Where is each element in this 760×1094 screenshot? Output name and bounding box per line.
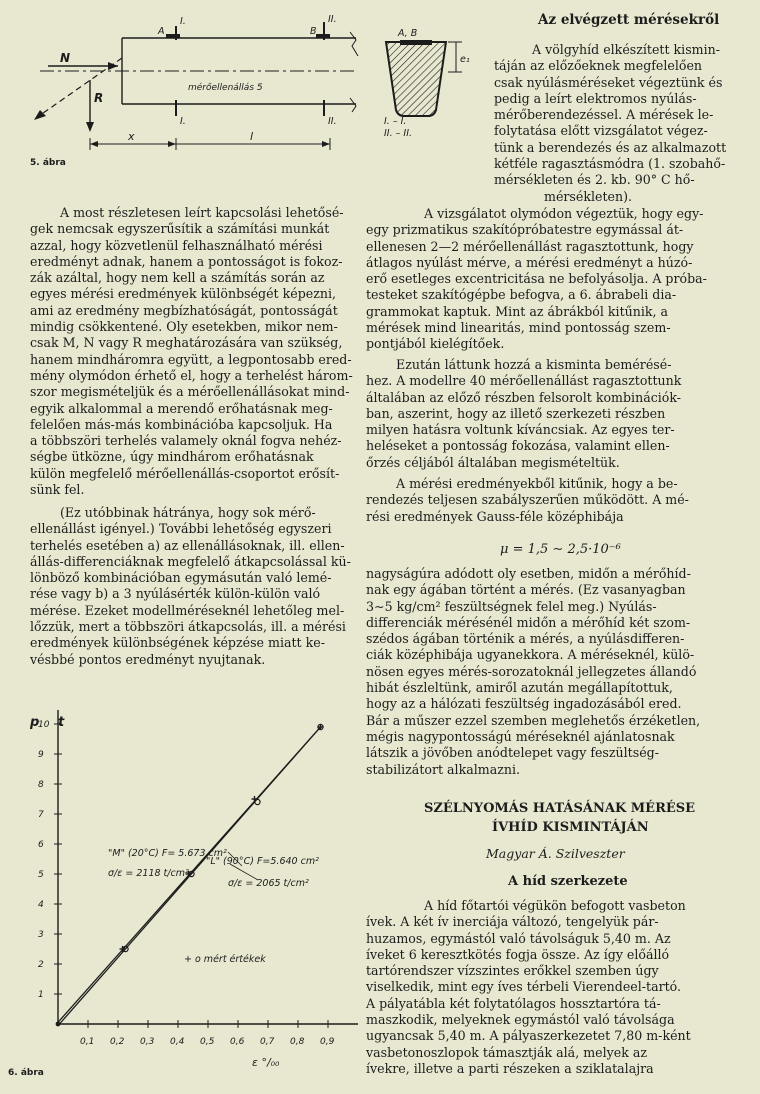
- right-paragraph-4: [366, 476, 752, 525]
- right-p2-line: grammokat kaptuk. Mint az ábrákból kitűnik, a: [366, 303, 669, 319]
- right-p5-line: látszik a jövőben anódtelepet vagy feszültség-: [366, 745, 659, 761]
- right-p6-line: vasbetonoszlopok támasztják alá, melyek az: [366, 1044, 647, 1060]
- left-p2-line: eredmények különbségének képzése miatt ke-: [30, 635, 325, 651]
- left-p1-line: egyes mérési eredmények különbségét képezni,: [30, 286, 337, 302]
- article-title-line-2: ÍVHÍD KISMINTÁJÁN: [492, 820, 649, 835]
- left-p1-line: eredményt adnak, hanem a pontosságot is fokoz-: [30, 253, 343, 269]
- fig5-section-I: I. – I.: [384, 116, 407, 127]
- right-p3-line: ban, aszerint, hogy az illető szerkezeti részben: [366, 405, 666, 421]
- right-p1-line: kétféle ragasztásmódra (1. szobahő-: [494, 156, 726, 172]
- right-p5-line: hibát észleltünk, amiről azután megállapítottuk,: [366, 680, 673, 696]
- right-p1-line: csak nyúlásméréseket végeztünk és: [494, 74, 723, 90]
- series-l-label2: σ/ε = 2065 t/cm²: [228, 878, 309, 889]
- left-p2-line: lőzzük, mert a többszöri átkapcsolás, ill. a mérési: [30, 619, 346, 635]
- right-p1-line: A völgyhíd elkészített kismin-: [532, 42, 720, 57]
- right-paragraph-3: [366, 357, 752, 471]
- figure-6-caption: 6. ábra: [8, 1068, 44, 1078]
- right-p1-line: táján az előzőeknek megfelelően: [494, 58, 703, 74]
- y-tick-label: 8: [38, 780, 44, 790]
- origin-point: [56, 1022, 61, 1027]
- right-p6-line: tartórendszer vízszintes erőkkel szemben úgy: [366, 963, 659, 979]
- right-p5-line: 3∼5 kg/cm² feszültségnek felel meg.) Nyúlás-: [366, 598, 657, 614]
- figure-5-caption: 5. ábra: [30, 158, 66, 168]
- x-tick-label: 0,7: [260, 1037, 275, 1047]
- heading-structure: A híd szerkezete: [508, 874, 628, 889]
- figure-6-chart: [0, 700, 370, 1080]
- right-p5-line: differenciák mérésénél midőn a mérőhíd két szom-: [366, 614, 691, 630]
- right-p1-line: mérsékleten és 2. kb. 90° C hő-: [494, 172, 695, 188]
- right-p2-line: ellenesen 2—2 mérőellenállást ragasztottunk, hogy: [366, 238, 694, 254]
- fig5-beam-text: mérőellenállás 5: [188, 83, 263, 93]
- right-p2-line: erő esetleges excentricitása ne befolyásolja. A próba-: [366, 271, 707, 287]
- right-p2-line: átlagos nyúlást mérve, a mérési eredményt a húzó-: [366, 254, 693, 270]
- x-tick-label: 0,6: [230, 1037, 245, 1047]
- right-p2-line: mérések mind linearitás, mind pontosság szem-: [366, 320, 671, 336]
- left-p1-line: a többszöri terhelés valamely oknál fogva nehéz-: [30, 433, 342, 449]
- x-tick-label: 0,1: [80, 1037, 95, 1047]
- series-m-label2: σ/ε = 2118 t/cm²: [108, 868, 189, 879]
- right-p4-line: A mérési eredményekből kitűnik, hogy a be-: [396, 476, 678, 491]
- right-paragraph-5: [366, 566, 752, 778]
- left-p1-line: csak M, N vagy R meghatározására van szükség,: [30, 335, 343, 351]
- series-m-label: "M" (20°C) F= 5.673 cm²: [108, 848, 227, 859]
- fig5-label-I-bot: I.: [180, 116, 186, 127]
- left-p1-line: ami az eredmény megbízhatóságát, pontosságát: [30, 302, 338, 318]
- right-p6-line: ívekre, illetve a parti részeken a sziklatalajra: [366, 1060, 654, 1076]
- fig5-label-N: N: [60, 51, 71, 65]
- left-p2-line: rése vagy b) a 3 nyúlásérték külön-külön való: [30, 586, 321, 602]
- y-tick-label: 6: [38, 840, 44, 850]
- left-p1-line: hanem mindháromra együtt, a legpontosabb ered-: [30, 351, 352, 367]
- right-p6-line: A híd főtartói végükön befogott vasbeton: [424, 898, 686, 913]
- right-p1-line: folytatása előtt vizsgálatot végez-: [494, 123, 708, 139]
- right-p6-line: ívek. A két ív inerciája változó, tengelyük pár-: [366, 914, 659, 930]
- right-p5-line: nösen egyes mérés-sorozatoknál jellegzetes állandó: [366, 663, 697, 679]
- right-p1-line: mérőberendezéssel. A mérések le-: [494, 107, 714, 123]
- right-p1-line: mérsékleten).: [544, 188, 632, 204]
- right-p2-line: pontjából kielégítőek.: [366, 336, 505, 352]
- fig5-section-e: e₁: [460, 54, 470, 65]
- left-paragraph-1: [30, 205, 358, 498]
- x-tick-label: 0,4: [170, 1037, 185, 1047]
- right-p2-line: A vizsgálatot olymódon végeztük, hogy egy-: [424, 206, 704, 221]
- y-axis-label-t: t: [58, 715, 65, 730]
- right-p5-line: nagyságúra adódott oly esetben, midőn a mérőhíd-: [366, 566, 691, 581]
- article-title-line-1: SZÉLNYOMÁS HATÁSÁNAK MÉRÉSE: [424, 801, 696, 816]
- formula-mu: μ = 1,5 ∼ 2,5·10⁻⁶: [500, 542, 621, 557]
- heading-measurements: Az elvégzett mérésekről: [538, 12, 720, 28]
- right-p6-line: A pályatábla két folytatólagos hossztartóra tá-: [366, 995, 661, 1011]
- x-tick-label: 0,2: [110, 1037, 125, 1047]
- right-p3-line: általában az előző részben felsorolt kombinációk-: [366, 389, 682, 405]
- right-p6-line: huzamos, egymástól való távolságuk 5,40 m. Az: [366, 930, 671, 946]
- fig5-label-II-top: II.: [328, 14, 337, 25]
- left-p1-line: egyik alkalommal a merendő erőhatásnak meg-: [30, 400, 333, 416]
- left-p2-line: ellenállást igényel.) További lehetőség egyszeri: [30, 521, 332, 537]
- fig5-section-II: II. – II.: [384, 128, 413, 139]
- left-p1-line: sünk fel.: [30, 482, 85, 498]
- left-paragraph-2: [30, 505, 358, 668]
- right-p3-line: hez. A modellre 40 mérőellenállást ragasztottunk: [366, 373, 682, 389]
- left-p1-line: gek nemcsak egyszerűsítik a számítási munkát: [30, 221, 330, 237]
- x-tick-label: 0,5: [200, 1037, 215, 1047]
- right-paragraph-6: [366, 898, 752, 1077]
- left-p1-line: zák azáltal, hogy nem kell a számítás során az: [30, 270, 325, 286]
- right-p2-line: egy prizmatikus szakítópróbatestre egymással át-: [366, 222, 684, 238]
- fig5-label-I-top: I.: [180, 16, 186, 27]
- left-p2-line: mérése. Ezeket modellméréseknél lehetőleg mel-: [30, 602, 345, 618]
- right-p5-line: stabilizátort alkalmazni.: [366, 761, 520, 777]
- left-p1-line: mindig csökkentené. Oly esetekben, mikor nem-: [30, 319, 338, 335]
- left-p2-line: terhelés esetében a) az ellenállásoknak, ill. ellen-: [30, 537, 345, 553]
- fig5-label-l: l: [250, 130, 254, 143]
- y-tick-label: 9: [38, 750, 44, 760]
- y-tick-label: 7: [38, 810, 44, 820]
- right-p5-line: nak egy ágában történt a mérés. (Ez vasanyagban: [366, 582, 686, 598]
- x-tick-label: 0,9: [320, 1037, 335, 1047]
- left-p1-line: ségbe ütközne, úgy mindhárom erőhatásnak: [30, 449, 314, 465]
- right-p5-line: Bár a műszer ezzel szemben meglehetős érzéketlen,: [366, 712, 701, 728]
- right-p4-line: rendezés teljesen szabályszerűen működött. A mé-: [366, 492, 689, 508]
- fig5-label-x: x: [128, 130, 135, 143]
- left-p2-line: állás-differenciáknak megfelelő átkapcsolással kü-: [30, 553, 351, 569]
- left-p1-line: A most részletesen leírt kapcsolási lehetősé-: [60, 205, 344, 220]
- left-p1-line: mény olymódon érhető el, hogy a terhelést három-: [30, 367, 353, 383]
- right-p3-line: őrzés céljából általában megismételtük.: [366, 454, 620, 470]
- left-p2-line: (Ez utóbbinak hátránya, hogy sok mérő-: [60, 505, 316, 520]
- fig5-label-R: R: [94, 91, 104, 105]
- right-p3-line: milyen hatásra voltunk kíváncsiak. Az egyes ter-: [366, 422, 675, 438]
- x-tick-label: 0,8: [290, 1037, 305, 1047]
- y-tick-label: 5: [38, 870, 44, 880]
- right-p1-line: pedig a leírt elektromos nyúlás-: [494, 90, 697, 106]
- left-p1-line: azzal, hogy közvetlenül felhasználható mérési: [30, 237, 323, 253]
- right-p1-line: tünk a berendezés és az alkalmazott: [494, 139, 727, 155]
- right-p2-line: testeket szakítógépbe befogva, a 6. ábrabeli dia-: [366, 287, 677, 303]
- fig5-label-B: B: [310, 26, 317, 37]
- x-tick-label: 0,3: [140, 1037, 155, 1047]
- series-l-label: "L" (90°C) F=5.640 cm²: [206, 856, 319, 867]
- left-p1-line: szor megismételjük és a mérőellenállásokat mind-: [30, 384, 350, 400]
- y-tick-label: 2: [38, 960, 44, 970]
- y-axis-label-p: p: [30, 715, 40, 730]
- left-p1-line: felelően más-más kombinációba kapcsoljuk. Ha: [30, 416, 333, 432]
- series-l-point: [255, 799, 260, 804]
- right-p3-line: Ezután láttunk hozzá a kisminta bemérésé-: [396, 357, 672, 372]
- x-axis-label: ε °/₀₀: [252, 1056, 280, 1069]
- right-paragraph-1: [494, 42, 752, 205]
- fig5-label-A: A: [158, 26, 165, 37]
- legend-measured: + o mért értékek: [184, 954, 266, 965]
- left-p1-line: külön megfelelő mérőellenállás-csoportot erősít-: [30, 465, 340, 481]
- y-tick-label: 1: [38, 990, 44, 1000]
- y-tick-label: 10: [38, 720, 50, 730]
- y-tick-label: 3: [38, 930, 44, 940]
- right-p6-line: íveket 6 keresztkötés fogja össze. Az így előálló: [366, 946, 670, 962]
- fig5-label-II-bot: II.: [328, 116, 337, 127]
- fig5-section-top: A, B: [398, 28, 418, 39]
- right-p5-line: szédos ágában történik a mérés, a nyúlásdifferen-: [366, 631, 685, 647]
- right-p4-line: rési eredmények Gauss-féle középhibája: [366, 508, 624, 524]
- right-p6-line: viselkedik, mint egy íves térbeli Vierendeel-tartó.: [366, 979, 682, 995]
- left-p2-line: vésbbé pontos eredményt nyujtanak.: [30, 651, 266, 667]
- right-p5-line: mégis nagypontosságú méréseknél ajánlatosnak: [366, 728, 675, 744]
- right-p6-line: maszkodik, melyeknek egymástól való távolsága: [366, 1012, 675, 1028]
- right-p5-line: hogy az a hálózati feszültség ingadozásából ered.: [366, 696, 682, 712]
- left-p2-line: lönböző kombinációban egymásután való lemé-: [30, 570, 332, 586]
- right-p6-line: ugyancsak 5,40 m. A pályaszerkezetet 7,80 m-ként: [366, 1028, 691, 1044]
- right-p3-line: heléseket a pontosság fokozása, valamint ellen-: [366, 438, 670, 454]
- right-p5-line: ciák középhibája ugyanekkora. A méréseknél, külö-: [366, 647, 695, 663]
- article-author: Magyar Á. Szilveszter: [486, 846, 625, 861]
- y-tick-label: 4: [38, 900, 44, 910]
- right-paragraph-2: [366, 206, 752, 353]
